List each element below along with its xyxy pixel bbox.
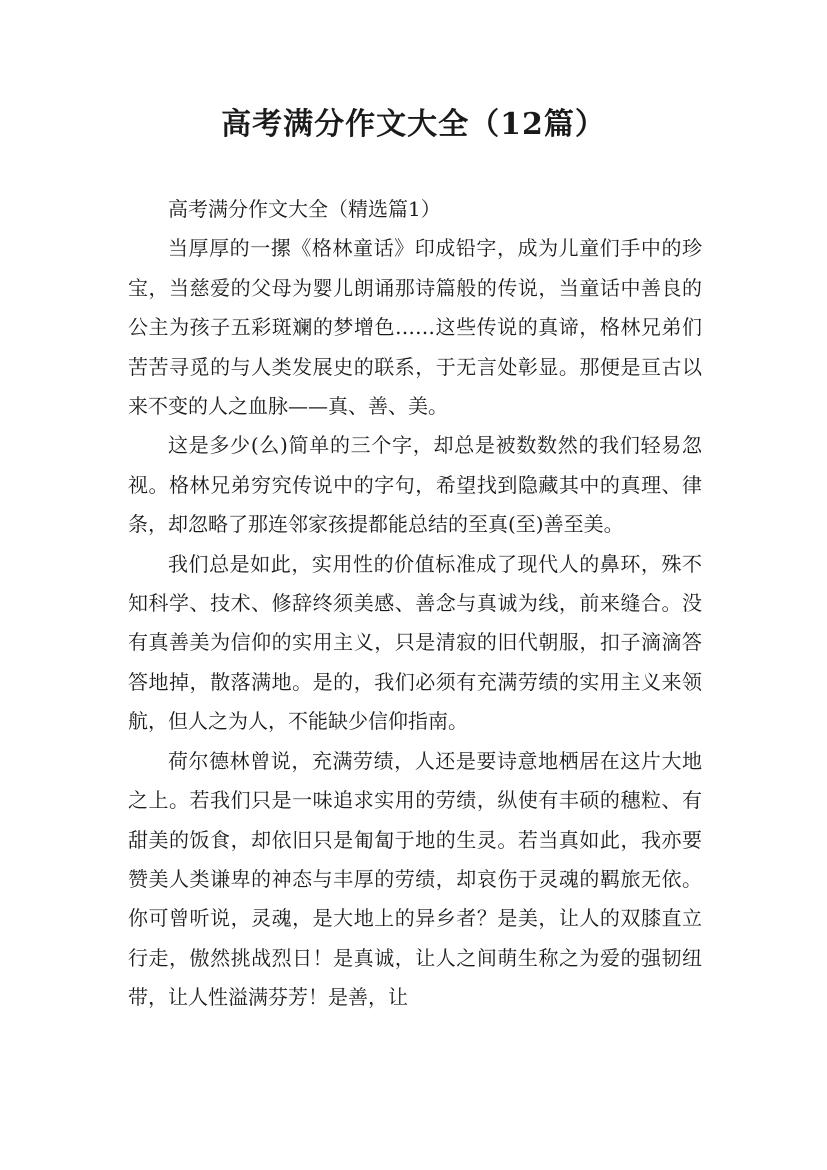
document-body <box>128 190 702 1018</box>
paragraph-2: 这是多少(么)简单的三个字，却总是被数数然的我们轻易忽视。格林兄弟穷究传说中的字句，希望找到隐藏其中的真理、律条，却忽略了那连邻家孩提都能总结的至真(至)善至美。 <box>128 433 702 537</box>
paragraph-1: 当厚厚的一摞《格林童话》印成铅字，成为儿童们手中的珍宝，当慈爱的父母为婴儿朗诵那诗篇般的传说，当童话中善良的公主为孩子五彩斑斓的梦增色……这些传说的真谛，格林兄弟们苦苦寻觅的与人类发展史的联系，于无言处彰显。那便是亘古以来不变的人之血脉——真、善、美。 <box>128 236 702 419</box>
paragraph-4: 荷尔德林曾说，充满劳绩，人还是要诗意地栖居在这片大地之上。若我们只是一味追求实用的劳绩，纵使有丰硕的穗粒、有甜美的饭食，却依旧只是匍匐于地的生灵。若当真如此，我亦要赞美人类谦卑的神态与丰厚的劳绩，却哀伤于灵魂的羁旅无依。你可曾听说，灵魂，是大地上的异乡者？是美，让人的双膝直立行走，傲然挑战烈日！是真诚，让人之间萌生称之为爱的强韧纽带，让人性溢满芬芳！是善，让 <box>128 748 702 1010</box>
paragraph-3: 我们总是如此，实用性的价值标准成了现代人的鼻环，殊不知科学、技术、修辞终须美感、善念与真诚为线，前来缝合。没有真善美为信仰的实用主义，只是清寂的旧代朝服，扣子滴滴答答地掉，散落满地。是的，我们必须有充满劳绩的实用主义来领航，但人之为人，不能缺少信仰指南。 <box>128 551 702 734</box>
document-title: 高考满分作文大全（12篇） <box>221 107 606 142</box>
section-heading: 高考满分作文大全（精选篇1） <box>168 197 441 221</box>
